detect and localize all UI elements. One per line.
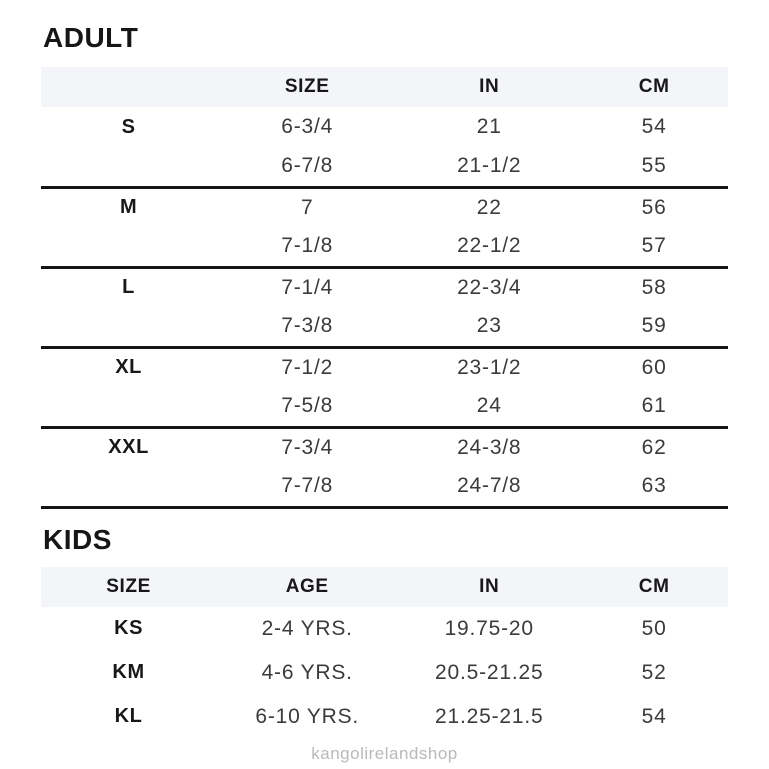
size-label-cell (41, 227, 216, 267)
cm-value-cell: 54 (641, 115, 667, 139)
size-label-cell: XL (115, 356, 142, 379)
size-label-cell (41, 387, 216, 427)
size-value-cell: 6-7/8 (216, 147, 398, 187)
size-value-cell: 7-1/4 (281, 275, 334, 299)
cm-value-cell: 59 (580, 307, 728, 347)
in-value-cell: 20.5-21.25 (435, 660, 544, 684)
cm-value-cell: 61 (580, 387, 728, 427)
cm-value-cell: 57 (580, 227, 728, 267)
table-row (41, 387, 728, 427)
table-row (41, 607, 728, 651)
size-value-cell: 7-1/8 (216, 227, 398, 267)
kids-col-header-cm: CM (580, 567, 728, 607)
age-value-cell: 2-4 YRS. (261, 616, 353, 640)
adult-col-header-blank (41, 67, 216, 107)
size-label-cell: S (121, 115, 136, 138)
table-row (41, 427, 728, 467)
in-value-cell: 24 (398, 387, 580, 427)
table-row (41, 267, 728, 307)
in-value-cell: 23 (398, 307, 580, 347)
in-value-cell: 22-3/4 (457, 275, 522, 299)
size-label-cell: KS (114, 617, 144, 640)
adult-header-row (41, 67, 728, 107)
size-label-cell: KM (112, 661, 145, 684)
in-value-cell: 19.75-20 (444, 616, 534, 640)
cm-value-cell: 54 (641, 704, 667, 728)
size-value-cell: 7-3/8 (216, 307, 398, 347)
size-label-cell (41, 467, 216, 507)
size-value-cell: 7 (300, 195, 314, 219)
cm-value-cell: 50 (641, 616, 667, 640)
in-value-cell: 22-1/2 (398, 227, 580, 267)
in-value-cell: 21 (476, 115, 502, 139)
adult-section (41, 22, 728, 509)
cm-value-cell: 55 (580, 147, 728, 187)
size-label-cell: KL (114, 705, 143, 728)
in-value-cell: 21-1/2 (398, 147, 580, 187)
size-label-cell: XXL (108, 436, 149, 459)
in-value-cell: 24-3/8 (457, 435, 522, 459)
adult-col-header-size: SIZE (216, 67, 398, 107)
in-value-cell: 24-7/8 (398, 467, 580, 507)
adult-col-header-cm: CM (580, 67, 728, 107)
cm-value-cell: 58 (641, 275, 667, 299)
size-label-cell: M (119, 196, 138, 219)
age-value-cell: 4-6 YRS. (261, 660, 353, 684)
table-row (41, 227, 728, 267)
cm-value-cell: 56 (641, 195, 667, 219)
in-value-cell: 23-1/2 (457, 355, 522, 379)
table-row (41, 347, 728, 387)
kids-col-header-in: IN (398, 567, 580, 607)
table-row (41, 307, 728, 347)
adult-section-title: ADULT (43, 22, 139, 53)
table-row (41, 651, 728, 695)
kids-section-title: KIDS (43, 523, 112, 555)
size-label-cell (41, 147, 216, 187)
cm-value-cell: 62 (641, 435, 667, 459)
in-value-cell: 21.25-21.5 (435, 704, 544, 728)
cm-value-cell: 60 (641, 355, 667, 379)
size-value-cell: 7-5/8 (216, 387, 398, 427)
adult-col-header-in: IN (398, 67, 580, 107)
cm-value-cell: 63 (580, 467, 728, 507)
age-value-cell: 6-10 YRS. (255, 704, 360, 728)
size-value-cell: 7-1/2 (281, 355, 334, 379)
in-value-cell: 22 (476, 195, 502, 219)
size-label-cell: L (122, 276, 135, 299)
kids-section (41, 524, 728, 739)
cm-value-cell: 52 (641, 660, 667, 684)
size-value-cell: 7-3/4 (281, 435, 334, 459)
table-row (41, 187, 728, 227)
watermark: kangolirelandshop (311, 743, 458, 763)
kids-size-table (41, 567, 728, 739)
size-value-cell: 6-3/4 (281, 115, 334, 139)
size-label-cell (41, 307, 216, 347)
kids-header-row (41, 567, 728, 607)
kids-col-header-size: SIZE (41, 567, 216, 607)
kids-col-header-age: AGE (216, 567, 398, 607)
table-row (41, 467, 728, 507)
size-value-cell: 7-7/8 (216, 467, 398, 507)
table-row (41, 107, 728, 147)
table-row (41, 695, 728, 739)
adult-size-table (41, 67, 728, 509)
table-row (41, 147, 728, 187)
